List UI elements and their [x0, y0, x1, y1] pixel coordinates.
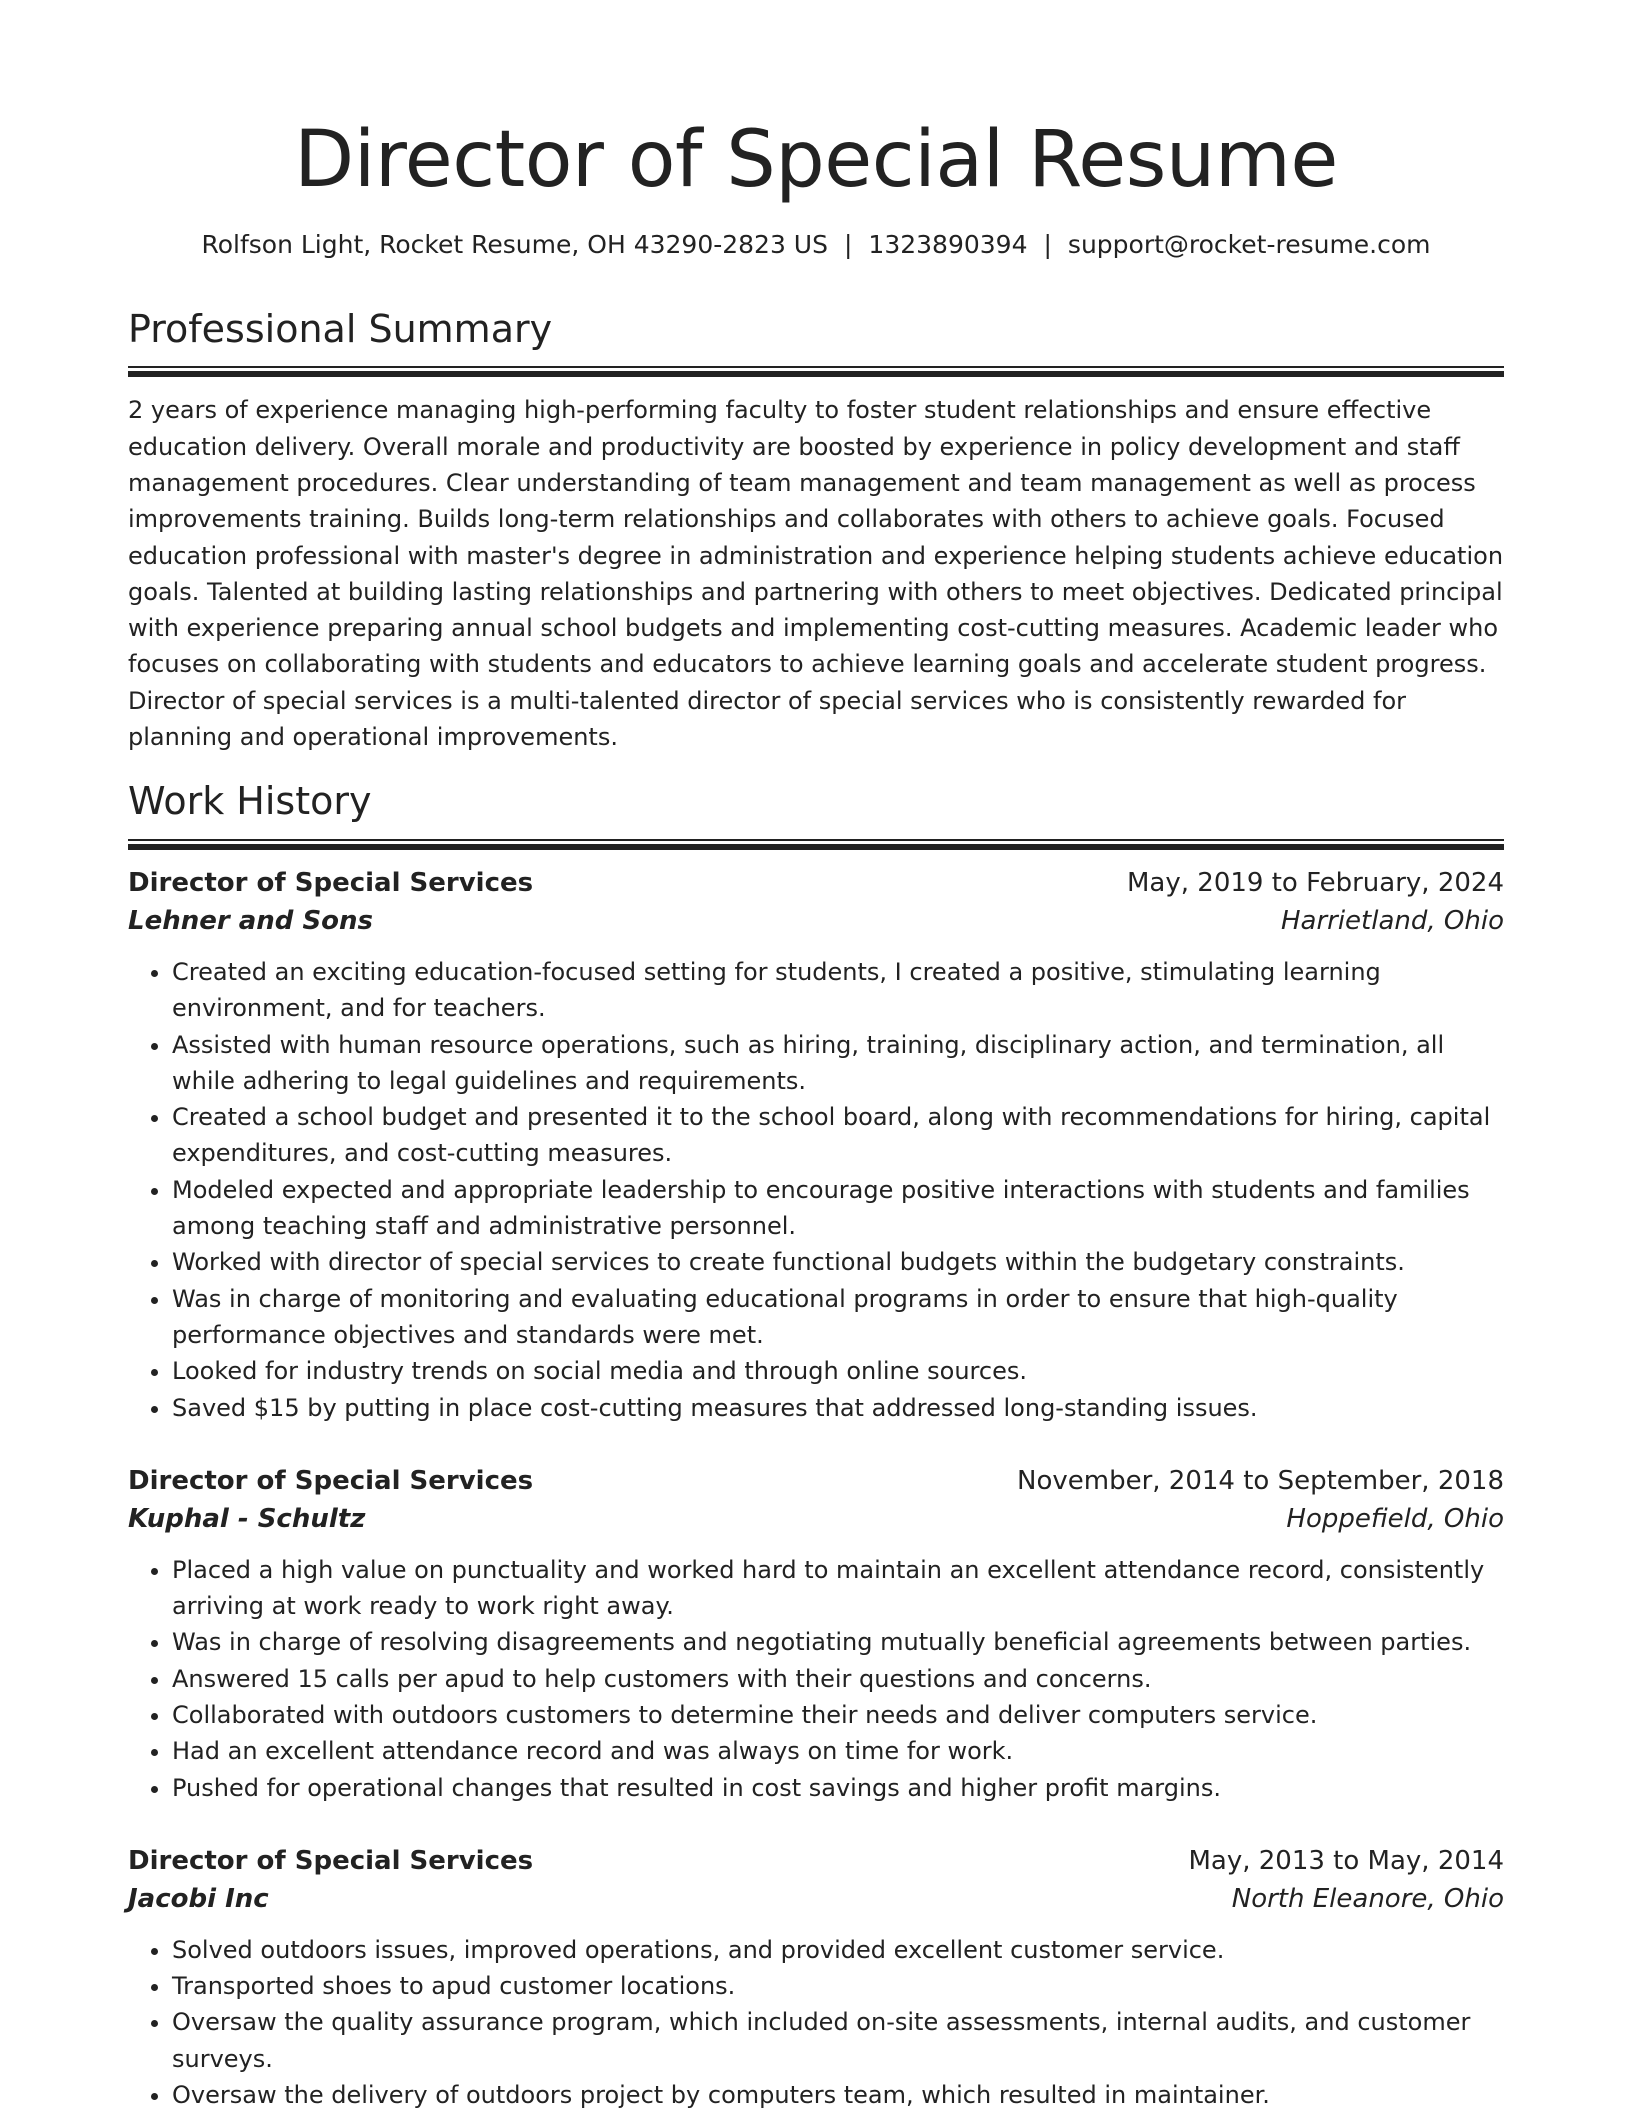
job-bullet: • Worked with director of special services to create functional budgets within the budgetary constraints.: [172, 1244, 1504, 1280]
section-divider: [128, 366, 1504, 377]
job-entry: [128, 1462, 1504, 1806]
job-bullet: • Solved outdoors issues, improved operations, and provided excellent customer service.: [172, 1932, 1504, 1968]
job-header: [128, 1842, 1504, 1880]
job-bullet: • Created a school budget and presented it to the school board, along with recommendations for hiring, capital expenditures, and cost-cutting measures.: [172, 1099, 1504, 1172]
job-location: Harrietland, Ohio: [1280, 905, 1504, 936]
job-bullet: • Collaborated with outdoors customers to determine their needs and deliver computers service.: [172, 1697, 1504, 1733]
job-dates: November, 2014 to September, 2018: [1017, 1465, 1504, 1496]
job-company: Kuphal - Schultz: [128, 1503, 366, 1534]
section-divider: [128, 839, 1504, 850]
job-bullet: • Pushed for operational changes that resulted in cost savings and higher profit margins.: [172, 1770, 1504, 1806]
job-subheader: [128, 902, 1504, 940]
job-bullets: [128, 954, 1504, 1426]
job-subheader: [128, 1500, 1504, 1538]
contact-separator: |: [1043, 229, 1052, 259]
job-bullet: • Assisted with human resource operations, such as hiring, training, disciplinary action, and termination, all while adhering to legal guidelines and requirements.: [172, 1027, 1504, 1100]
job-bullet: • Modeled expected and appropriate leadership to encourage positive interactions with students and families among teaching staff and administrative personnel.: [172, 1172, 1504, 1245]
summary-text: 2 years of experience managing high-performing faculty to foster student relationships and ensure effective education delivery. Overall morale and productivity are boosted by experience in policy development and staff management procedures. Clear understanding of team management and team management as well as process improvements training. Builds long-term relationships and collaborates with others to achieve goals. Focused education professional with master's degree in administration and experience helping students achieve education goals. Talented at building lasting relationships and partnering with others to meet objectives. Dedicated principal with experience preparing annual school budgets and implementing cost-cutting measures. Academic leader who focuses on collaborating with students and educators to achieve learning goals and accelerate student progress. Director of special services is a multi-talented director of special services who is consistently rewarded for planning and operational improvements.: [128, 396, 1504, 752]
job-bullet: • Created an exciting education-focused setting for students, I created a positive, stimulating learning environment, and for teachers.: [172, 954, 1504, 1027]
resume-title: Director of Special Resume: [294, 115, 1338, 205]
contact-address: Rolfson Light, Rocket Resume, OH 43290-2823 US: [201, 229, 828, 259]
job-location: Hoppefield, Ohio: [1286, 1503, 1504, 1534]
work-history-list: [128, 864, 1504, 2113]
job-bullet: • Was in charge of monitoring and evaluating educational programs in order to ensure that high-quality performance objectives and standards were met.: [172, 1281, 1504, 1354]
job-bullet: • Transported shoes to apud customer locations.: [172, 1968, 1504, 2004]
job-bullets: [128, 1932, 1504, 2113]
contact-phone: 1323890394: [868, 229, 1028, 259]
job-bullet: • Oversaw the quality assurance program, which included on-site assessments, internal audits, and customer surveys.: [172, 2004, 1504, 2077]
job-company: Jacobi Inc: [128, 1883, 269, 1914]
work-history-heading: Work History: [128, 779, 372, 824]
summary-heading: Professional Summary: [128, 306, 553, 351]
job-bullets: [128, 1552, 1504, 1806]
job-dates: May, 2013 to May, 2014: [1188, 1845, 1504, 1876]
job-bullet: • Answered 15 calls per apud to help customers with their questions and concerns.: [172, 1661, 1504, 1697]
job-title: Director of Special Services: [128, 1465, 534, 1496]
contact-separator: |: [843, 229, 853, 259]
job-subheader: [128, 1880, 1504, 1918]
job-title: Director of Special Services: [128, 1845, 534, 1876]
job-bullet: • Was in charge of resolving disagreements and negotiating mutually beneficial agreements between parties.: [172, 1624, 1504, 1660]
job-header: [128, 864, 1504, 902]
job-bullet: • Looked for industry trends on social media and through online sources.: [172, 1353, 1504, 1389]
job-header: [128, 1462, 1504, 1500]
job-title: Director of Special Services: [128, 867, 534, 898]
job-bullet: • Placed a high value on punctuality and worked hard to maintain an excellent attendance record, consistently arriving at work ready to work right away.: [172, 1552, 1504, 1625]
job-bullet: • Had an excellent attendance record and was always on time for work.: [172, 1733, 1504, 1769]
job-bullet: • Oversaw the delivery of outdoors project by computers team, which resulted in maintainer.: [172, 2077, 1504, 2113]
contact-line: [128, 230, 1504, 259]
job-bullet: • Saved $15 by putting in place cost-cutting measures that addressed long-standing issues.: [172, 1390, 1504, 1426]
contact-email: support@rocket-resume.com: [1067, 229, 1431, 259]
job-entry: [128, 864, 1504, 1426]
job-entry: [128, 1842, 1504, 2113]
job-location: North Eleanore, Ohio: [1231, 1883, 1504, 1914]
job-dates: May, 2019 to February, 2024: [1127, 867, 1504, 898]
job-company: Lehner and Sons: [128, 905, 374, 936]
